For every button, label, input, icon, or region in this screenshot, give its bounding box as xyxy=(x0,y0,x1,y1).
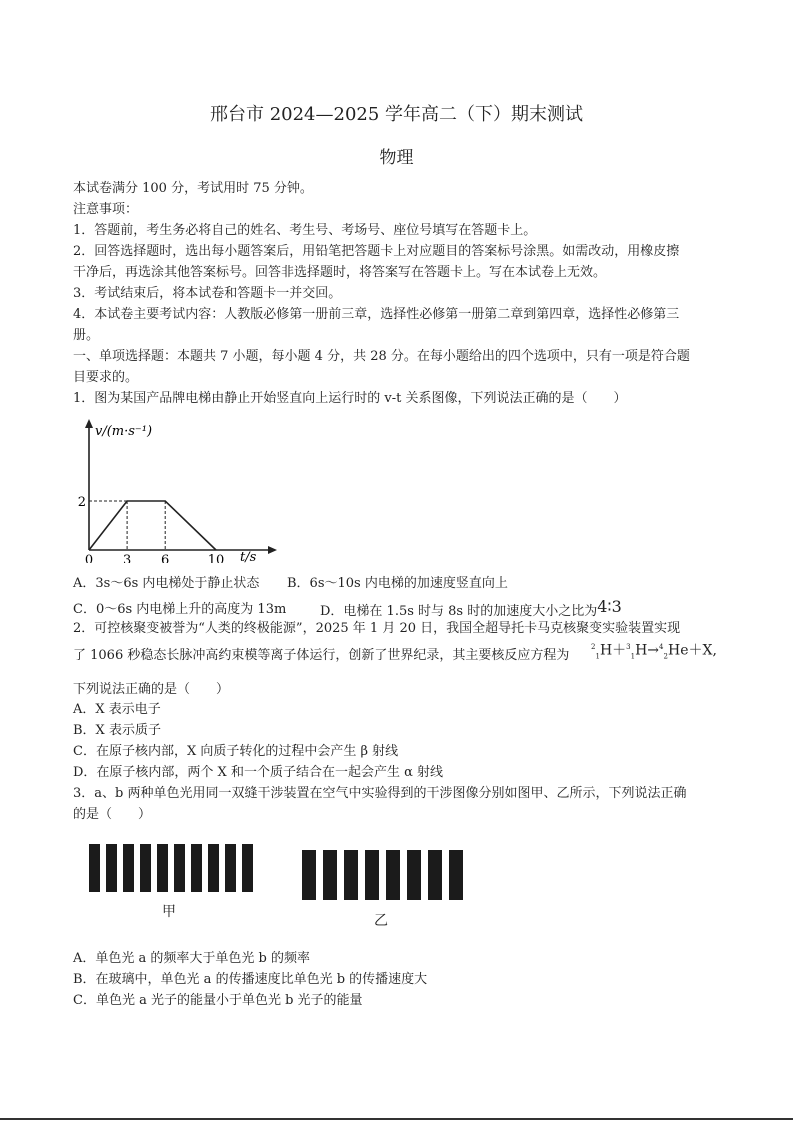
q3-stem-line1: 3．a、b 两种单色光用同一双缝干涉装置在空气中实验得到的干涉图像分别如图甲、乙所示，下列说法正确 xyxy=(73,786,687,801)
q3-option-c: C．单色光 a 光子的能量小于单色光 b 光子的能量 xyxy=(73,993,363,1008)
chart-xlabel: t/s xyxy=(240,550,257,563)
chart-x-arrow xyxy=(268,546,277,554)
q2-option-c: C．在原子核内部，X 向质子转化的过程中会产生 β 射线 xyxy=(73,744,399,759)
q2-option-a: A．X 表示电子 xyxy=(73,702,161,717)
q2-stem-line2: 了 1066 秒稳态长脉冲高约束模等离子体运行，创新了世界纪录，其主要核反应方程为 xyxy=(73,648,570,663)
note-4-line2: 册。 xyxy=(73,328,100,343)
subject-title: 物理 xyxy=(379,148,414,168)
velocity-line xyxy=(89,501,216,550)
notes-title: 注意事项： xyxy=(73,202,139,217)
q2-stem-line1: 2．可控核聚变被誉为“人类的终极能源”，2025 年 1 月 20 日，我国全超导托卡马克核聚变实验装置实现 xyxy=(73,621,681,636)
page-title: 邢台市 2024—2025 学年高二（下）期末测试 xyxy=(209,104,584,125)
x-tick-10: 10 xyxy=(207,553,225,563)
label-yi: 乙 xyxy=(374,913,388,929)
q1-option-d-ratio: 4∶3 xyxy=(597,597,622,616)
q3-stem-line2: 的是（ ） xyxy=(73,807,152,822)
x-tick-6: 6 xyxy=(161,553,170,563)
q3-option-a: A．单色光 a 的频率大于单色光 b 的频率 xyxy=(73,951,310,966)
x-tick-3: 3 xyxy=(122,553,132,563)
page-bottom-rule xyxy=(0,1118,793,1120)
full-score-text: 本试卷满分 100 分，考试用时 75 分钟。 xyxy=(73,181,313,196)
interference-pattern-jia xyxy=(85,840,260,898)
interference-pattern-yi xyxy=(298,846,474,906)
q1-option-a: A．3s～6s 内电梯处于静止状态 xyxy=(73,576,260,591)
q2-option-b: B．X 表示质子 xyxy=(73,723,161,738)
q1-stem: 1．图为某国产品牌电梯由静止开始竖直向上运行时的 v-t 关系图像，下列说法正确的是（ ） xyxy=(73,391,627,406)
q2-stem-line3: 下列说法正确的是（ ） xyxy=(73,682,230,697)
q1-option-d xyxy=(320,597,622,621)
y-tick-2: 2 xyxy=(77,495,86,510)
label-jia: 甲 xyxy=(162,904,176,920)
section1-heading-line2: 目要求的。 xyxy=(73,370,139,385)
note-1: 1．答题前，考生务必将自己的姓名、考生号、考场号、座位号填写在答题卡上。 xyxy=(73,223,537,238)
note-2-line2: 干净后，再选涂其他答案标号。回答非选择题时，将答案写在答题卡上。写在本试卷上无效。 xyxy=(73,265,607,280)
vt-chart xyxy=(75,413,285,563)
q3-option-b: B．在玻璃中，单色光 a 的传播速度比单色光 b 的传播速度大 xyxy=(73,972,428,987)
note-3: 3．考试结束后，将本试卷和答题卡一并交回。 xyxy=(73,286,342,301)
note-4-line1: 4．本试卷主要考试内容：人教版必修第一册前三章，选择性必修第一册第二章到第四章，选择性必修第三 xyxy=(73,307,680,322)
q2-option-d: D．在原子核内部，两个 X 和一个质子结合在一起会产生 α 射线 xyxy=(73,765,443,780)
section1-heading-line1: 一、单项选择题：本题共 7 小题，每小题 4 分，共 28 分。在每小题给出的四个选项中，只有一项是符合题 xyxy=(73,349,690,364)
q1-option-b: B．6s～10s 内电梯的加速度竖直向上 xyxy=(287,576,508,591)
q1-option-c: C．0～6s 内电梯上升的高度为 13m xyxy=(73,602,287,617)
x-tick-0: 0 xyxy=(84,553,94,563)
note-2-line1: 2．回答选择题时，选出每小题答案后，用铅笔把答题卡上对应题目的答案标号涂黑。如需改动，用橡皮擦 xyxy=(73,244,680,259)
chart-y-arrow xyxy=(85,419,93,428)
nuclear-equation: $^2_1$H＋$^3_1$H→$^4_2$He＋X, xyxy=(591,642,717,661)
chart-ylabel: v/(m·s⁻¹) xyxy=(95,424,153,439)
q1-option-d-text: D．电梯在 1.5s 时与 8s 时的加速度大小之比为 xyxy=(320,604,598,619)
